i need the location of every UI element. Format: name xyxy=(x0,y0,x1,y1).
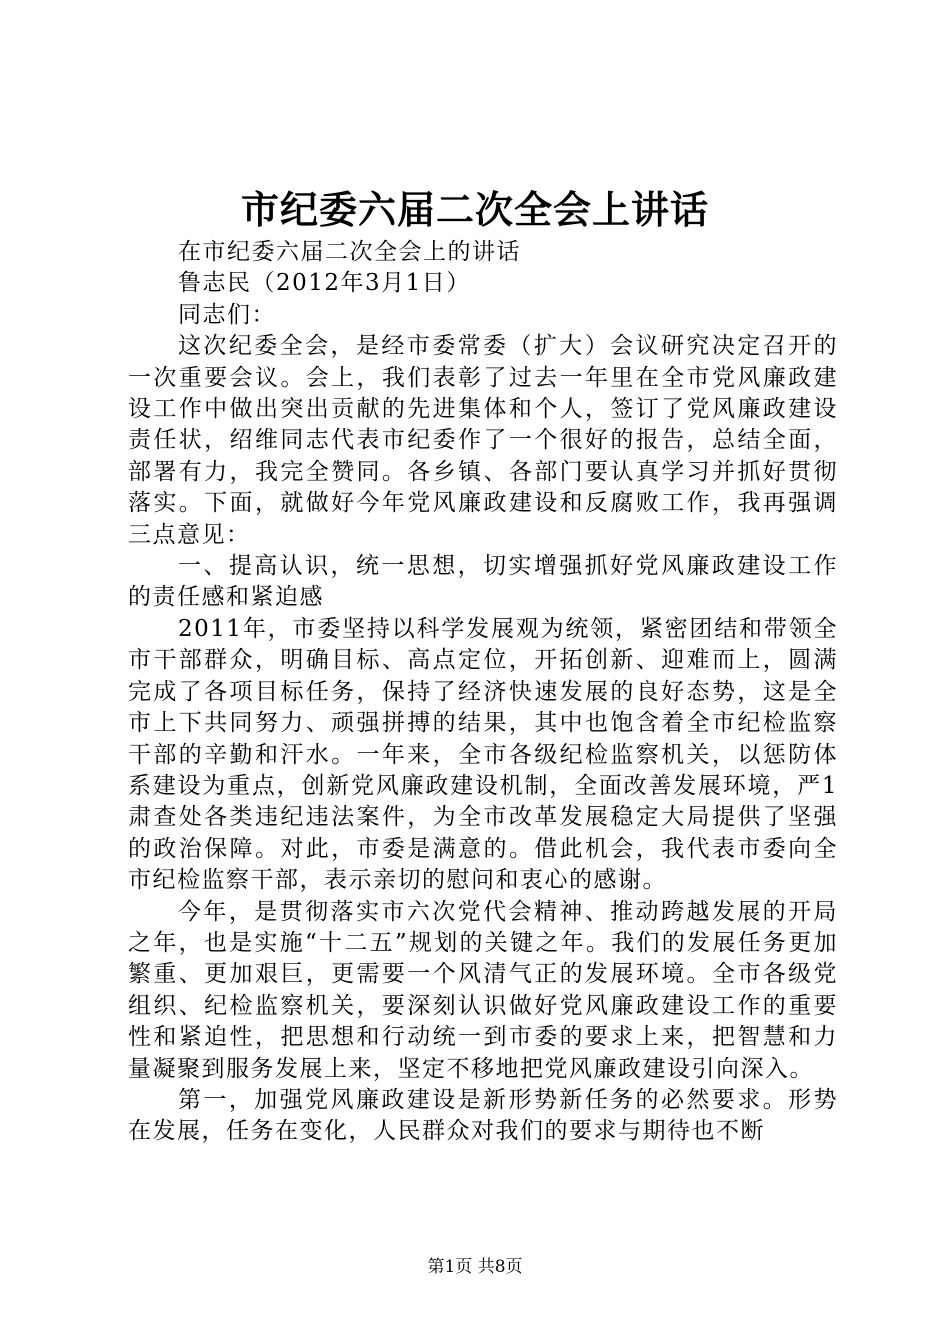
page-footer: 第1页 共8页 xyxy=(427,1257,523,1277)
document-body xyxy=(128,237,838,1148)
paragraph: 2011年，市委坚持以科学发展观为统领，紧密团结和带领全市干部群众，明确目标、高点定位，开拓创新、迎难而上，圆满完成了各项目标任务，保持了经济快速发展的良好态势，这是全市上下共同努力、顽强拼搏的结果，其中也饱含着全市纪检监察干部的辛勤和汗水。一年来，全市各级纪检监察机关，以惩防体系建设为重点，创新党风廉政建设机制，全面改善发展环境，严1肃查处各类违纪违法案件，为全市改革发展稳定大局提供了坚强的政治保障。对此，市委是满意的。借此机会，我代表市委向全市纪检监察干部，表示亲切的慰问和衷心的感谢。 xyxy=(128,615,838,894)
speech-title: 在市纪委六届二次全会上的讲话 xyxy=(178,239,521,265)
paragraph: 这次纪委全会，是经市委常委（扩大）会议研究决定召开的一次重要会议。会上，我们表彰了过去一年里在全市党风廉政建设工作中做出突出贡献的先进集体和个人，签订了党风廉政建设责任状，绍维同志代表市纪委作了一个很好的报告，总结全面，部署有力，我完全赞同。各乡镇、各部门要认真学习并抓好贯彻落实。下面，就做好今年党风廉政建设和反腐败工作，我再强调三点意见： xyxy=(128,333,838,548)
speaker-and-date: 鲁志民（2012年3月1日） xyxy=(178,270,471,297)
salutation: 同志们： xyxy=(178,301,276,328)
paragraph: 第一，加强党风廉政建设是新形势新任务的必然要求。形势在发展，任务在变化，人民群众对我们的要求与期待也不断 xyxy=(128,1086,838,1145)
paragraph: 今年，是贯彻落实市六次党代会精神、推动跨越发展的开局之年，也是实施“十二五”规划的关键之年。我们的发展任务更加繁重、更加艰巨，更需要一个风清气正的发展环境。全市各级党组织、纪检监察机关，要深刻认识做好党风廉政建设工作的重要性和紧迫性，把思想和行动统一到市委的要求上来，把智慧和力量凝聚到服务发展上来，坚定不移地把党风廉政建设引向深入。 xyxy=(128,898,838,1082)
section-heading: 一、提高认识，统一思想，切实增强抓好党风廉政建设工作的责任感和紧迫感 xyxy=(128,553,838,611)
document-title: 市纪委六届二次全会上讲话 xyxy=(240,187,709,232)
